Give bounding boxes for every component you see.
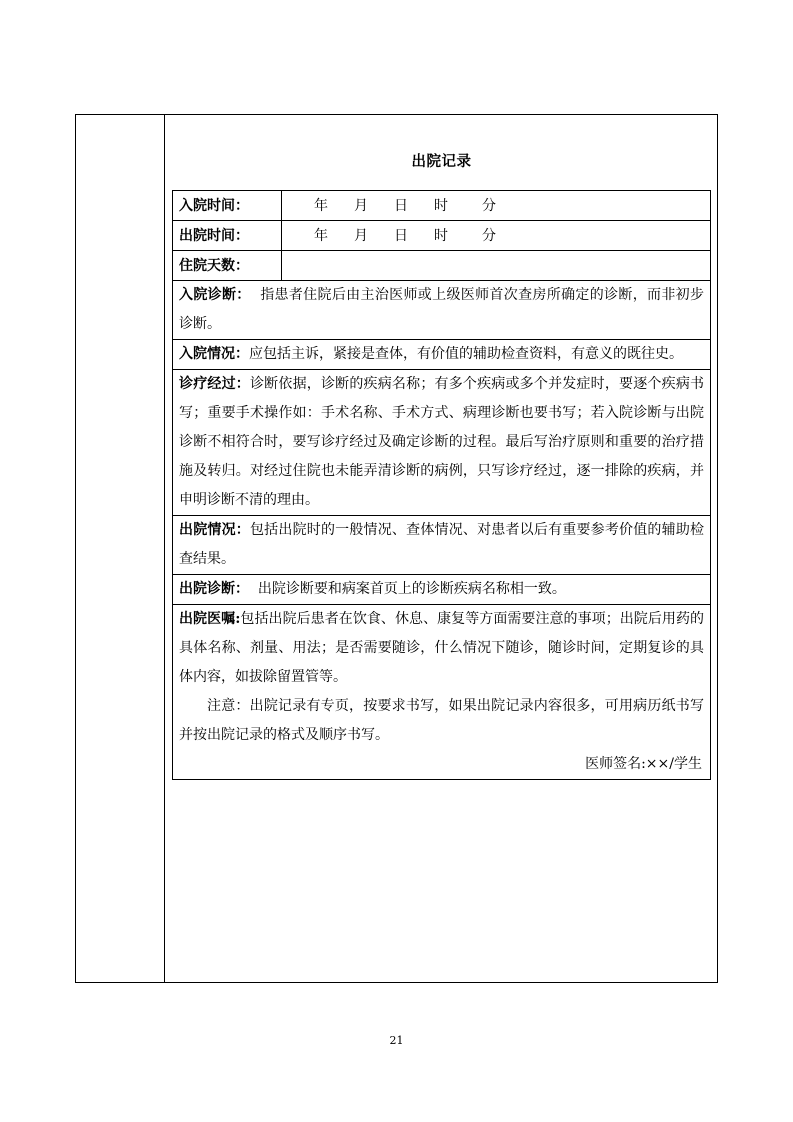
year-unit: 年 (314, 228, 328, 244)
year-unit: 年 (314, 198, 328, 214)
discharge-diagnosis-text: 出院诊断要和病案首页上的诊断疾病名称相一致。 (257, 581, 566, 597)
discharge-orders-section (173, 605, 710, 779)
admission-status-text: 应包括主诉，紧接是查体，有价值的辅助检查资料，有意义的既往史。 (249, 346, 683, 362)
minute-unit: 分 (482, 228, 496, 244)
admission-status-section (173, 340, 710, 370)
admission-time-value[interactable] (282, 191, 710, 220)
admission-diagnosis-section (173, 281, 710, 340)
day-unit: 日 (394, 198, 408, 214)
month-unit: 月 (354, 228, 368, 244)
discharge-time-value[interactable] (282, 221, 710, 250)
hospital-days-label: 住院天数： (173, 251, 282, 280)
discharge-diagnosis-section (173, 575, 710, 605)
left-column-divider (164, 114, 165, 983)
page-number: 21 (389, 1034, 404, 1047)
page-title: 出院记录 (411, 153, 472, 170)
doctor-signature: 医师签名:××/学生 (585, 756, 702, 772)
admission-diagnosis-text: 指患者住院后由主治医师或上级医师首次查房所确定的诊断，而非初步诊断。 (179, 287, 705, 332)
hour-unit: 时 (434, 198, 448, 214)
discharge-orders-label: 出院医嘱: (179, 611, 241, 627)
hour-unit: 时 (434, 228, 448, 244)
admission-status-label: 入院情况： (179, 346, 249, 362)
month-unit: 月 (354, 198, 368, 214)
discharge-record-table (172, 190, 711, 780)
treatment-course-section (173, 370, 710, 516)
discharge-status-text: 包括出院时的一般情况、查体情况、对患者以后有重要参考价值的辅助检查结果。 (179, 522, 705, 567)
treatment-course-text: 诊断依据，诊断的疾病名称；有多个疾病或多个并发症时，要逐个疾病书写；重要手术操作如：手术名称、手术方式、病理诊断也要书写；若入院诊断与出院诊断不相符合时，要写诊疗经过及确定诊断的过程。最后写治疗原则和重要的治疗措施及转归。对经过住院也未能弄清诊断的病例，只写诊疗经过，逐一排除的疾病，并申明诊断不清的理由。 (179, 376, 705, 508)
day-unit: 日 (394, 228, 408, 244)
hospital-days-value[interactable] (282, 251, 710, 280)
discharge-time-label: 出院时间： (173, 221, 282, 250)
discharge-note: 注意：出院记录有专页，按要求书写，如果出院记录内容很多，可用病历纸书写并按出院记录的格式及顺序书写。 (179, 698, 704, 743)
discharge-status-section (173, 516, 710, 575)
discharge-time-row (173, 221, 710, 251)
admission-time-row (173, 191, 710, 221)
treatment-course-label: 诊疗经过： (179, 376, 250, 392)
minute-unit: 分 (482, 198, 496, 214)
admission-diagnosis-label: 入院诊断： (179, 287, 251, 303)
discharge-diagnosis-label: 出院诊断： (179, 581, 249, 597)
admission-time-label: 入院时间： (173, 191, 282, 220)
discharge-status-label: 出院情况： (179, 522, 250, 538)
hospital-days-row (173, 251, 710, 281)
discharge-orders-text: 包括出院后患者在饮食、休息、康复等方面需要注意的事项；出院后用药的具体名称、剂量、用法；是否需要随诊，什么情况下随诊，随诊时间，定期复诊的具体内容，如拔除留置管等。 (179, 611, 705, 685)
